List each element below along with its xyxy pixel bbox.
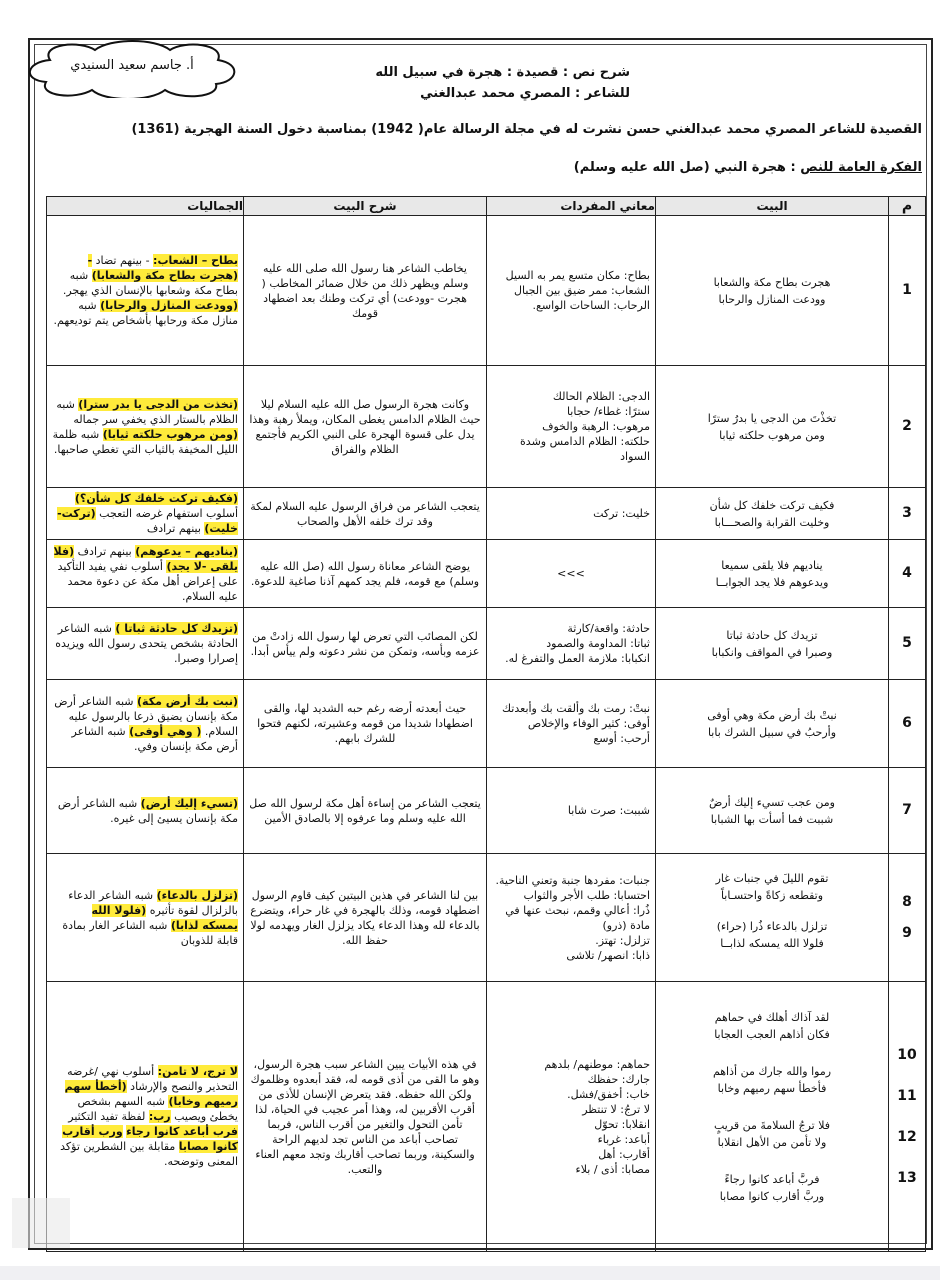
verse-number: 8 [902,893,912,910]
aesthetic-highlight: (فكيف تركت خلفك كل شأن؟) [74,492,238,505]
aesthetic-note: أسلوب استفهام غرضه التعجب [99,507,238,520]
aesthetic-note: مقابلة بين الشطرين تؤكد المعنى وتوضحه. [60,1140,238,1168]
aesthetic-note: شبه الشاعر الغار بمادة قابلة للذوبان [62,918,238,947]
verse-number: 12 [897,1128,917,1145]
aesthetic-highlight: (تخذت من الدجى يا بدر سترا) [78,397,238,411]
verse-line: وخليت القرابة والصحـــابا [714,515,830,529]
verse-number-cell [889,768,926,854]
word-meaning: سترًا: غطاء/ حجابا [566,405,650,418]
word-meaning: أرحب: أوسع [593,732,650,745]
aesthetic-note: شبه الشاعر أرض مكة بإنسان وفي. [71,724,238,753]
verse-line: وأرحبُ في سبيل الشرك بابا [707,725,837,739]
aesthetic-note: شبه بطاح مكة وشعابها بالإنسان الذي يهجر. [62,269,238,297]
verse-line: فلا ترجُ السلامةَ من قريبٍ [713,1118,831,1132]
aesthetic-note: شبه الشاعر الدعاء بالزلزال لقوة تأثيره [68,888,238,917]
word-meanings-cell [487,216,656,366]
word-meaning: تزلزل: تهتز. [595,933,650,947]
header-verse: البيت [656,197,889,216]
general-idea-text: : هجرة النبي (صل الله عليه وسلم) [573,160,801,175]
verse-cell [656,488,889,540]
table-row [47,768,926,854]
word-meanings-cell [487,680,656,768]
explanation-cell: بين لنا الشاعر في هذين البيتين كيف قاوم الرسول اضطهاد قومه، وذلك بالهجرة في غار حراء، ويتضرع بالدعاء لله وهذا الدعاء يكاد يزلزل الغار ويهدمه لولا حفظ الله. [244,854,487,982]
aesthetic-note: شبه الشاعر أرض مكة بإنسان يضيق ذرعا بالرسول عليه السلام. [54,694,238,738]
explanation-table [46,196,926,1252]
verse-line: فكان أذاهم العجب العجابا [714,1027,830,1041]
aesthetics-cell [47,366,244,488]
verse-cell [656,982,889,1252]
word-meanings-cell [487,854,656,982]
table-row [47,608,926,680]
verse-number: 2 [902,418,912,434]
intro-text: القصيدة للشاعر المصري محمد عبدالغني حسن نشرت له في مجلة الرسالة عام( 1942) بمناسبة دخول السنة الهجرية (1361) [131,122,922,137]
verse-number-cell [889,216,926,366]
verse-line: ويدعوهم فلا يجد الجوابــا [715,575,829,589]
title-line-1: شرح نص : قصيدة : هجرة في سبيل الله [375,65,630,80]
word-meaning: احتسابا: طلب الأجر والثواب [523,888,650,902]
verse-line: فربَّ أباعد كانوا رجاءً [724,1172,820,1186]
aesthetic-highlight: (ومن مرهوب حلكته ثيابا) [102,427,238,441]
aesthetic-highlight: (فلولا الله يمسكه لذابا) [91,903,238,932]
verse-number: 10 [897,1046,917,1063]
word-meanings-cell [487,608,656,680]
aesthetic-highlight: لا ترج، لا تامن: [157,1065,238,1078]
verse-number: 6 [902,715,912,731]
aesthetic-highlight: (يناديهم – يدعوهم) [135,544,238,558]
verse-number-cell [889,366,926,488]
verse-number-cell [889,488,926,540]
explanation-cell: في هذه الأبيات يبين الشاعر سبب هجرة الرسول، وهو ما القى من أذى قومه له، فقد أبعدوه وظلموك ولكن الله حفظه. فقد يتعرض الإنسان للأذى من أقرب الأقربين له، وهذا أمر عجيب في الحياة، لذا تأمن التحول والتغير من أقرب الناس، فربما تصاحب أباعد من الناس تجد لديهم الراحة والسكينة، وربما تصاحب أقاربك وتجد معهم العناء والتعب. [244,982,487,1252]
verse-line: نبتْ بك أرض مكة وهي أوفى [707,708,837,722]
table-row [47,540,926,608]
word-meaning: ذُرا: أعالي وقمم، نبحث عنها في مادة (ذرو) [505,903,650,932]
word-meaning: جارك: حفظك [587,1072,650,1086]
verse-line: تقوم الليلَ في جنبات غار [715,871,829,885]
verse-number: 9 [902,924,912,941]
verse-line: يناديهم فلا يلقى سميعا [721,558,823,572]
table-row [47,982,926,1252]
table-header-row [47,197,926,216]
word-meaning: ذابا: انصهر/ تلاشى [566,948,650,962]
aesthetic-highlight: (وودعت المنازل والرحابا) [100,299,238,312]
verse-number: 11 [897,1087,917,1104]
word-meaning: بطاح: مكان متسع يمر به السيل [505,269,650,282]
verse-line: فلولا الله يمسكه لذابــا [720,936,824,950]
table-body [47,216,926,1252]
header-num: م [889,197,926,216]
explanation-cell: لكن المصائب التي تعرض لها رسول الله زادتْ من عزمه وبأسه، وتمكن من نشر دعوته ولم ييأس أبدا. [244,608,487,680]
aesthetic-note: شبه ظلمة الليل المخيفة بالثياب التي تغطي صاحبها. [52,427,238,456]
word-meaning: >>> [557,567,585,580]
verse-line: وتقطعه زكاةً واحتسـاباً [720,888,824,902]
word-meaning: ثباتا: المداومة والصمود [546,637,650,650]
aesthetic-highlight: (تزلزل بالدعاء) [156,888,238,902]
word-meaning: شببت: صرت شابا [567,804,650,817]
verse-number: 4 [902,565,912,581]
verse-line: فأخطأ سهم رميهم وخابا [717,1081,827,1095]
word-meaning: أقارب: أهل [598,1147,650,1161]
aesthetic-note: أسلوب نهي /غرضه التحذير والنصح والإرشاد [67,1065,238,1093]
verse-cell [656,680,889,768]
aesthetics-cell [47,680,244,768]
word-meanings-cell [487,488,656,540]
explanation-cell: وكانت هجرة الرسول صل الله عليه السلام ليلا حيث الظلام الدامس يغطى المكان، ويملأ رهبة وهذا يدل على قسوة الهجرة على النبي الكريم فأجتمع الظلام والفراق [244,366,487,488]
aesthetics-cell [47,216,244,366]
aesthetic-note: شبه الظلام بالستار الذي يخفي سر جماله [56,397,238,426]
word-meanings-cell [487,768,656,854]
aesthetic-highlight: فرب أباعد كانوا رجاء [126,1125,238,1138]
word-meaning: نبتْ: رمت بك وألقت بك وأبعدتك [502,702,650,715]
word-meaning: انقلابا: تحوّل [594,1117,650,1131]
verse-number: 5 [902,635,912,651]
verse-line: شببت فما أسأت بها الشبابا [710,812,834,826]
word-meaning: الشعاب: ممر ضيق بين الجبال [513,284,650,297]
verse-number-cell [889,540,926,608]
word-meaning: مصابا: أذى / بلاء [575,1162,650,1176]
verse-line: ولا تأمن من الأهل انقلابا [717,1135,827,1149]
word-meaning: انكبابا: ملازمة العمل والتفرغ له. [505,652,650,665]
aesthetic-note: أسلوب نفي يفيد التأكيد على إعراض أهل مكة عن دعوة محمد عليه السلام. [57,559,238,603]
aesthetic-highlight: ( وهي أوفى) [129,724,202,738]
general-idea-label: الفكرة العامة للنص [800,160,922,175]
aesthetic-note: شبه منازل مكة ورحابها بأشخاص يتم توديعهم. [53,299,238,327]
aesthetic-highlight: ورب أقارب كانوا مصابا [62,1125,238,1153]
verse-line: رموا والله جارك من أذاهم [712,1064,832,1078]
aesthetic-note: شبه السهم بشخص يخطئ ويصيب [77,1095,238,1123]
aesthetics-cell [47,854,244,982]
word-meaning: الدجى: الظلام الحالك [552,390,650,403]
verse-number-cell [889,680,926,768]
word-meaning: خليت: تركت [593,507,650,520]
aesthetic-highlight: (تركت- خليت) [57,507,238,535]
word-meaning: الرحاب: الساحات الواسع. [532,299,650,312]
word-meaning: حلكته: الظلام الدامس وشدة السواد [520,435,650,463]
word-meaning: خاب: أخفق/فشل. [567,1087,650,1101]
explanation-cell: يخاطب الشاعر هنا رسول الله صلى الله عليه وسلم ويظهر ذلك من خلال ضمائر المخاطب ( هجرت -وودعت) أي تركت وطنك بعد اضطهاد قومك [244,216,487,366]
verse-number: 3 [902,505,912,521]
verse-cell [656,608,889,680]
verse-number-cell [889,982,926,1252]
aesthetic-highlight: (أخطأ سهم رميهم وخابا) [64,1080,238,1108]
verse-line: وصبرا في المواقف وانكبابا [711,645,833,659]
aesthetic-highlight: رب: [148,1110,171,1123]
word-meaning: أباعد: غرباء [597,1132,650,1146]
aesthetic-highlight: (تزيدك كل حادثة ثباتا ) [115,622,238,635]
word-meanings-cell [487,982,656,1252]
aesthetics-cell [47,982,244,1252]
header-words: معاني المفردات [487,197,656,216]
verse-cell [656,854,889,982]
verse-number-cell [889,854,926,982]
verse-line: هجرت بطاح مكة والشعابا [713,275,831,289]
word-meaning: حادثة: واقعة/كارثة [567,622,650,635]
explanation-cell: يتعجب الشاعر من إساءة أهل مكة لرسول الله صل الله عليه وسلم وما عرفوه إلا بالصادق الأمين [244,768,487,854]
table-row [47,366,926,488]
word-meaning: جنبات: مفردها جنبة وتعني الناحية. [495,873,650,887]
aesthetic-note: بينهم ترادف [146,522,201,535]
word-meaning: مرهوب: الرهبة والخوف [542,420,650,433]
table-row [47,854,926,982]
aesthetic-highlight: (تسيء إليك أرض) [140,796,238,810]
verse-line: تزلزل بالدعاء ذُرا (حراء) [716,919,828,933]
header-aesthetics: الجماليات [47,197,244,216]
aesthetic-note: شبه الشاعر أرض مكة بإنسان يسيئ إلى غيره. [57,796,238,825]
verse-line: ومن مرهوب حلكته ثيابا [719,428,825,442]
aesthetic-note: - بينهم تضاد [95,254,150,267]
title-line-2: للشاعر : المصري محمد عبدالغني [420,86,630,101]
verse-cell [656,768,889,854]
aesthetics-cell [47,540,244,608]
aesthetic-highlight: بطاح – الشعاب: [153,254,238,267]
verse-line: لقد آذاك أهلك في حماهم [714,1010,830,1024]
word-meaning: لا ترجُ: لا تنتظر [582,1102,650,1116]
footer-band [0,1266,940,1280]
word-meaning: أوفى: كثير الوفاء والإخلاص [527,717,650,730]
verse-line: تخذْتَ من الدجى يا بدرُ سترًا [707,411,837,425]
verse-number: 7 [902,802,912,818]
table-row [47,680,926,768]
verse-number: 13 [897,1169,917,1186]
table-row [47,488,926,540]
word-meanings-cell [487,540,656,608]
header-explanation: شرح البيت [244,197,487,216]
author-note: أ. جاسم سعيد السنيدي [70,58,194,73]
word-meanings-cell [487,366,656,488]
aesthetics-cell [47,768,244,854]
aesthetic-highlight: -(هجرت بطاح مكة والشعابا) [87,254,238,282]
watermark [12,1198,70,1248]
verse-cell [656,216,889,366]
table-row [47,216,926,366]
aesthetic-highlight: (فلا يلقى -لا يجد) [53,544,238,573]
verse-line: تزيدك كل حادثة ثباتا [726,628,818,642]
verse-line: وربَّ أقارب كانوا مصابا [719,1189,825,1203]
general-idea [574,160,922,175]
verse-number: 1 [902,282,912,298]
aesthetics-cell [47,608,244,680]
aesthetic-note: لفظة تفيد التكثير [68,1110,146,1123]
aesthetic-highlight: (نبت بك أرض مكة) [137,694,238,708]
aesthetic-note: بينهم ترادف [77,544,132,558]
verse-line: فكيف تركت خلفك كل شأن [709,498,835,512]
explanation-cell: حيث أبعدته أرضه رغم حبه الشديد لها، والقى اضطهادا شديدا من قومه وعشيرته، لكنهم فتحوا للشرك بابهم. [244,680,487,768]
aesthetics-cell [47,488,244,540]
verse-number-cell [889,608,926,680]
word-meaning: حماهم: موطنهم/ بلدهم [544,1057,650,1071]
verse-cell [656,366,889,488]
aesthetic-note: شبه الشاعر الحادثة بشخص يتحدى رسول الله ويزيده إصرارا وصبرا. [55,622,238,665]
page-title [375,62,630,104]
verse-line: ومن عجب تسيء إليك أرضٌ [709,795,835,809]
explanation-cell: يتعجب الشاعر من فراق الرسول عليه السلام لمكة وقد ترك خلفه الأهل والصحاب [244,488,487,540]
verse-cell [656,540,889,608]
explanation-cell: يوضح الشاعر معاناة رسول الله (صل الله عليه وسلم) مع قومه، فلم يجد كمهم آذنا صاغية للدعوة. [244,540,487,608]
verse-line: وودعت المنازل والرحابا [718,292,826,306]
